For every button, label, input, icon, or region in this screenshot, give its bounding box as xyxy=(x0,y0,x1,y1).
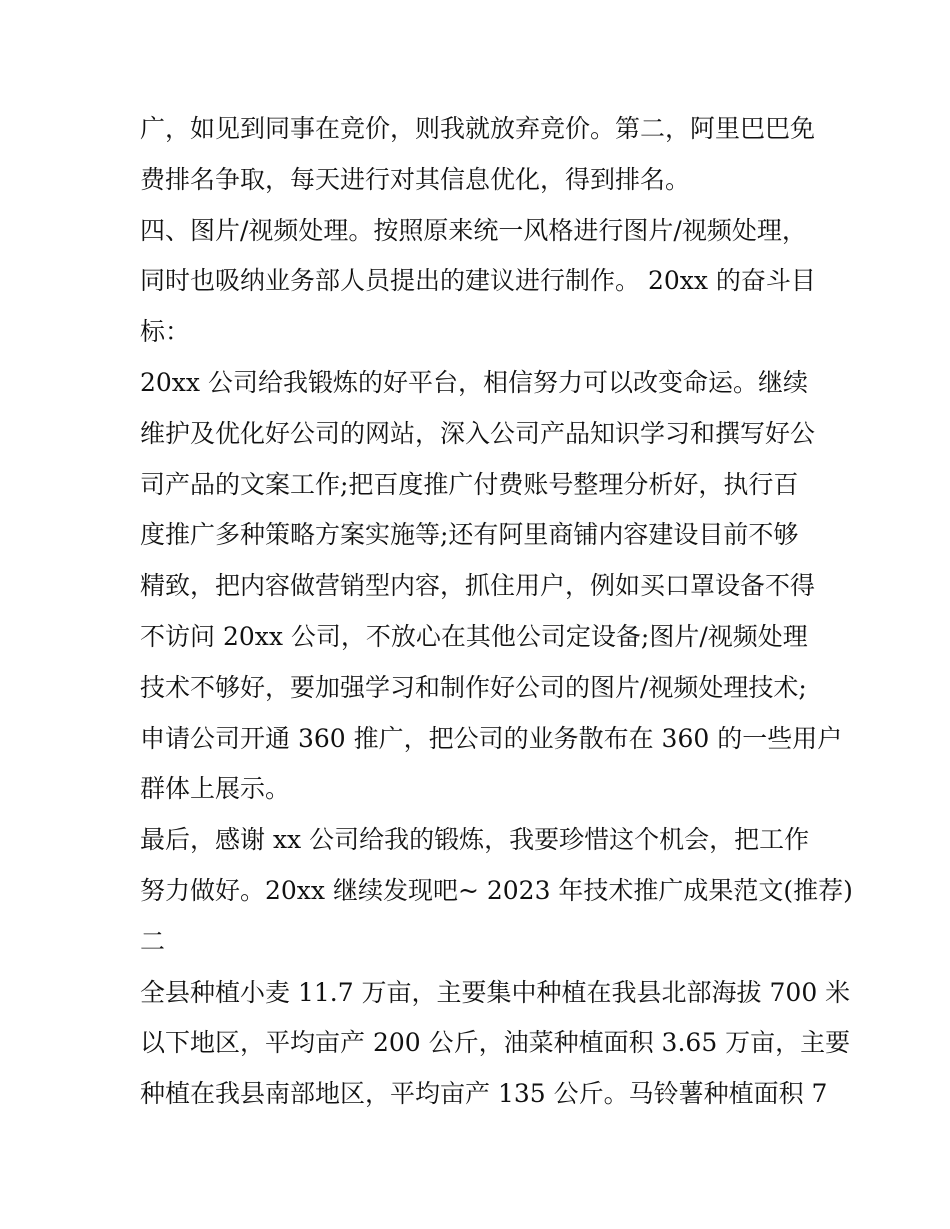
text-line: 维护及优化好公司的网站，深入公司产品知识学习和撰写好公 xyxy=(140,418,816,448)
text-line: 努力做好。20xx 继续发现吧~ 2023 年技术推广成果范文(推荐) xyxy=(140,875,853,905)
text-line: 申请公司开通 360 推广，把公司的业务散布在 360 的一些用户 xyxy=(140,723,843,753)
text-line: 以下地区，平均亩产 200 公斤，油菜种植面积 3.65 万亩，主要 xyxy=(140,1028,851,1058)
text-line: 群体上展示。 xyxy=(140,774,291,804)
text-line: 度推广多种策略方案实施等;还有阿里商铺内容建设目前不够 xyxy=(140,520,799,550)
text-line: 精致，把内容做营销型内容，抓住用户，例如买口罩设备不得 xyxy=(140,571,816,601)
text-line: 费排名争取，每天进行对其信息优化，得到排名。 xyxy=(140,164,691,194)
text-line: 四、图片/视频处理。按照原来统一风格进行图片/视频处理， xyxy=(140,215,807,245)
body-text xyxy=(140,104,853,1120)
text-line: 广，如见到同事在竞价，则我就放弃竞价。第二，阿里巴巴免 xyxy=(140,114,816,143)
text-line: 种植在我县南部地区，平均亩产 135 公斤。马铃薯种植面积 7 xyxy=(140,1079,828,1109)
text-line: 技术不够好，要加强学习和制作好公司的图片/视频处理技术; xyxy=(140,672,807,702)
text-line: 同时也吸纳业务部人员提出的建议进行制作。 20xx 的奋斗目 xyxy=(140,266,816,296)
text-line: 20xx 公司给我锻炼的好平台，相信努力可以改变命运。继续 xyxy=(140,367,808,397)
text-line: 不访问 20xx 公司，不放心在其他公司定设备;图片/视频处理 xyxy=(140,621,808,651)
text-line: 司产品的文案工作;把百度推广付费账号整理分析好，执行百 xyxy=(140,469,799,499)
text-line: 标： xyxy=(140,317,191,347)
text-line: 最后，感谢 xx 公司给我的锻炼，我要珍惜这个机会，把工作 xyxy=(140,825,810,855)
text-line: 全县种植小麦 11.7 万亩，主要集中种植在我县北部海拔 700 米 xyxy=(140,977,851,1007)
text-line: 二 xyxy=(140,926,166,956)
